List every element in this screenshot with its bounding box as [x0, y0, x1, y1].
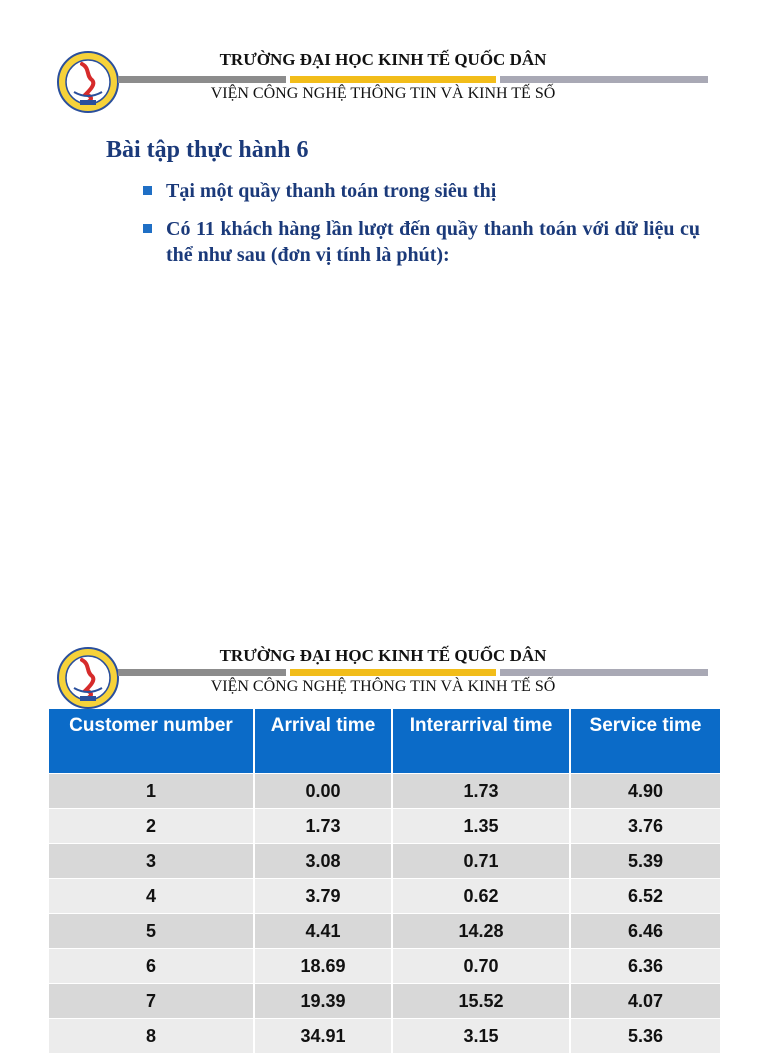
slide-2: [0, 620, 768, 1024]
table-cell: 0.71: [392, 844, 570, 879]
table-cell: 5.36: [570, 1019, 720, 1053]
header-bar-right: [500, 76, 708, 83]
table-cell: 6.52: [570, 879, 720, 914]
table-cell: 4.90: [570, 774, 720, 809]
table-row: [49, 1019, 720, 1053]
table-row: [49, 879, 720, 914]
table-cell: 6: [49, 949, 254, 984]
column-header: Arrival time: [254, 709, 392, 774]
table-row: [49, 984, 720, 1019]
table-cell: 14.28: [392, 914, 570, 949]
column-header: Customer number: [49, 709, 254, 774]
table-cell: 3.79: [254, 879, 392, 914]
institute-name: VIỆN CÔNG NGHỆ THÔNG TIN VÀ KINH TẾ SỐ: [120, 85, 646, 103]
table-cell: 3.08: [254, 844, 392, 879]
header-bar-middle: [290, 669, 496, 676]
table-cell: 18.69: [254, 949, 392, 984]
table-cell: 0.00: [254, 774, 392, 809]
institute-name: VIỆN CÔNG NGHỆ THÔNG TIN VÀ KINH TẾ SỐ: [120, 678, 646, 696]
table-header-row: [49, 709, 720, 774]
table-cell: 19.39: [254, 984, 392, 1019]
university-logo-icon: [56, 50, 120, 114]
table-cell: 3: [49, 844, 254, 879]
university-name: TRƯỜNG ĐẠI HỌC KINH TẾ QUỐC DÂN: [120, 50, 646, 70]
table-cell: 2: [49, 809, 254, 844]
bullet-item: Có 11 khách hàng lần lượt đến quầy thanh toán với dữ liệu cụ thể như sau (đơn vị tính là phút):: [140, 216, 700, 268]
bullet-list: [140, 178, 700, 280]
table-cell: 1.35: [392, 809, 570, 844]
header-bar-right: [500, 669, 708, 676]
table-row: [49, 844, 720, 879]
slide-header: [0, 0, 768, 110]
table-row: [49, 949, 720, 984]
table-cell: 1: [49, 774, 254, 809]
university-name: TRƯỜNG ĐẠI HỌC KINH TẾ QUỐC DÂN: [120, 646, 646, 666]
slide-title: Bài tập thực hành 6: [106, 137, 308, 164]
column-header: Service time: [570, 709, 720, 774]
column-header: Interarrival time: [392, 709, 570, 774]
table-row: [49, 774, 720, 809]
header-bar-left: [118, 76, 286, 83]
bullet-item: Tại một quầy thanh toán trong siêu thị: [140, 178, 700, 204]
customer-data-table: [49, 709, 720, 1053]
table-row: [49, 809, 720, 844]
table-cell: 4.41: [254, 914, 392, 949]
table-cell: 15.52: [392, 984, 570, 1019]
table-row: [49, 914, 720, 949]
table-cell: 34.91: [254, 1019, 392, 1053]
table-cell: 6.46: [570, 914, 720, 949]
table-cell: 8: [49, 1019, 254, 1053]
table-cell: 3.76: [570, 809, 720, 844]
table-cell: 3.15: [392, 1019, 570, 1053]
header-bar-left: [118, 669, 286, 676]
table-cell: 4: [49, 879, 254, 914]
table-cell: 0.70: [392, 949, 570, 984]
header-bar-middle: [290, 76, 496, 83]
table-cell: 1.73: [392, 774, 570, 809]
table-cell: 4.07: [570, 984, 720, 1019]
table-cell: 5.39: [570, 844, 720, 879]
table-cell: 5: [49, 914, 254, 949]
table-cell: 1.73: [254, 809, 392, 844]
university-logo-icon: [56, 646, 120, 710]
table-cell: 0.62: [392, 879, 570, 914]
table-cell: 6.36: [570, 949, 720, 984]
table-cell: 7: [49, 984, 254, 1019]
